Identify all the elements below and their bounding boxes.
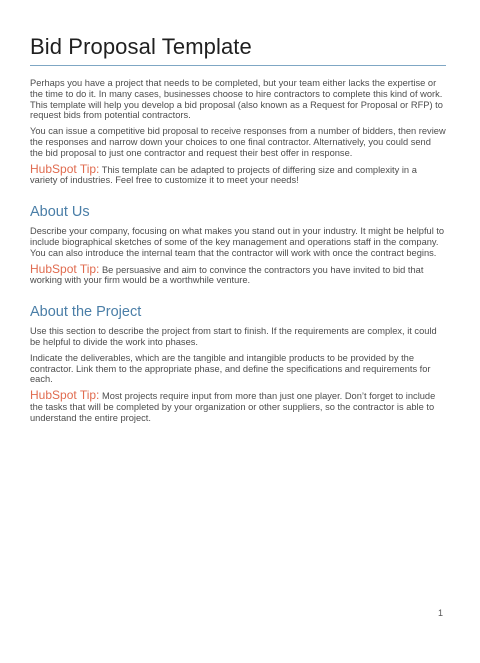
section-heading-about-us: About Us <box>30 204 90 221</box>
tip-label: HubSpot Tip: <box>30 388 100 403</box>
tip-text: This template can be adapted to projects of differing size and complexity in a variety of industries. Feel free to customize it to meet your needs! <box>30 164 417 186</box>
about-project-tip <box>30 390 446 423</box>
tip-label: HubSpot Tip: <box>30 161 100 176</box>
intro-paragraph-2: You can issue a competitive bid proposal to receive responses from a number of bidders, then review the responses and narrow down your choices to one final contractor. Alternatively, you could send the bid proposal to just one contractor and request their best offer in response. <box>30 126 446 158</box>
tip-label: HubSpot Tip: <box>30 261 100 276</box>
section-heading-about-project: About the Project <box>30 304 142 321</box>
page-title: Bid Proposal Template <box>30 34 252 59</box>
tip-text: Be persuasive and aim to convince the contractors you have invited to bid that working with your firm would be a worthwhile venture. <box>30 264 424 286</box>
about-us-paragraph: Describe your company, focusing on what makes you stand out in your industry. It might be helpful to include biographical sketches of some of the key management and operations staff in the company. You can also introduce the internal team that the contractor will work with once the contract begins. <box>30 226 445 258</box>
tip-text: Most projects require input from more than just one player. Don’t forget to include the tasks that will be completed by your organization or other suppliers, so the contractor is able to understand the entire project. <box>30 391 436 423</box>
page-number: 1 <box>438 608 444 618</box>
about-project-paragraph-2: Indicate the deliverables, which are the tangible and intangible products to be provided by the contractor. Link them to the appropriate phase, and define the specifications and requirements for each. <box>30 352 431 385</box>
intro-paragraph-1: Perhaps you have a project that needs to be completed, but your team either lacks the expertise or the time to do it. In many cases, businesses choose to hire contractors to complete this kind of work. This template will help you develop a bid proposal (also known as a Request for Proposal or RFP) to request bids from potential contractors. <box>30 78 443 121</box>
document-body <box>30 78 446 429</box>
about-us-tip <box>30 261 446 287</box>
intro-tip <box>30 161 446 187</box>
title-divider <box>30 65 446 66</box>
about-project-paragraph-1: Use this section to describe the project from start to finish. If the requirements are complex, it could be helpful to divide the work into phases. <box>30 326 437 347</box>
